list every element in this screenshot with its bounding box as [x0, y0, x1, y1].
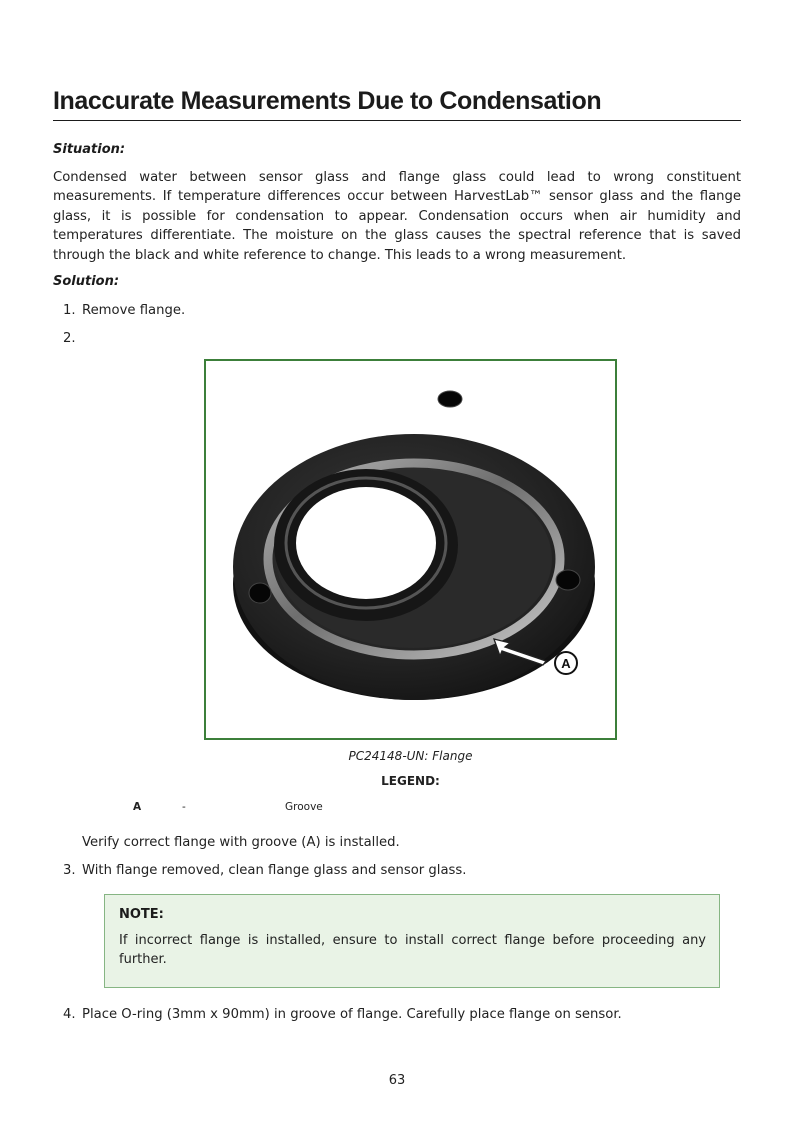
step-2-number: 2. — [63, 331, 76, 346]
flange-figure — [204, 359, 617, 740]
step-1-text: Remove flange. — [82, 303, 186, 318]
legend-dash: - — [182, 801, 186, 813]
note-title: NOTE: — [119, 907, 164, 922]
situation-text: Condensed water between sensor glass and flange glass could lead to wrong constituent measurements. If temperature differences occur between HarvestLab™ sensor glass and the flange glass, it is possible for condensation to appear. Condensation occurs when air humidity and temperatures differentiate. The moisture on the glass causes the spectral reference that is saved through the black and white reference to change. This leads to a wrong measurement. — [53, 170, 741, 263]
note-box — [104, 894, 720, 988]
page-title: Inaccurate Measurements Due to Condensation — [53, 86, 741, 121]
page-number: 63 — [388, 1073, 406, 1088]
situation-label: Situation: — [53, 142, 126, 157]
note-text: If incorrect flange is installed, ensure to install correct flange before proceeding any further. — [119, 933, 706, 967]
step-3-number: 3. — [63, 863, 76, 878]
step-4-number: 4. — [63, 1007, 76, 1022]
callout-a-label: A — [561, 656, 571, 671]
figure-caption: PC24148-UN: Flange — [348, 749, 473, 763]
verify-flange-text: Verify correct flange with groove (A) is installed. — [82, 835, 400, 850]
step-4-text: Place O-ring (3mm x 90mm) in groove of flange. Carefully place flange on sensor. — [82, 1007, 622, 1022]
step-3-text: With flange removed, clean flange glass and sensor glass. — [82, 863, 467, 878]
step-1-number: 1. — [63, 303, 76, 318]
legend-title: LEGEND: — [381, 774, 440, 788]
legend-key: A — [133, 801, 142, 813]
solution-label: Solution: — [53, 274, 120, 289]
flange-image — [206, 361, 615, 738]
legend-desc: Groove — [285, 801, 323, 813]
